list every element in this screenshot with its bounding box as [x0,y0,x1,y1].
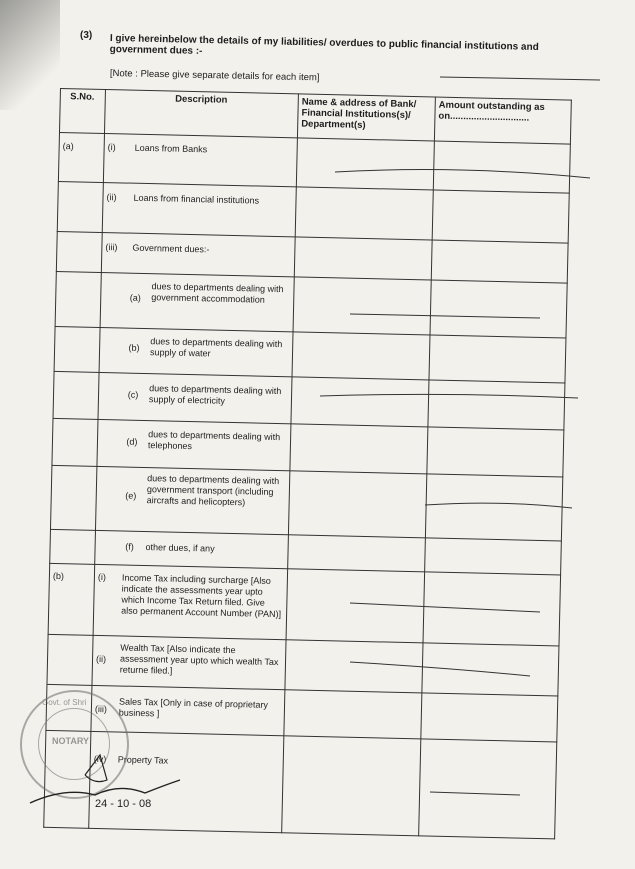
header-bank: Name & address of Bank/ Financial Institutions(s)/ Department(s) [301,96,417,131]
row-description: Property Tax [117,754,169,766]
row-sub: (ii) [106,192,117,203]
row-description: Sales Tax [Only in case of proprietary business ] [118,696,269,719]
row-description: Loans from Banks [134,142,208,155]
col-divider-bank [418,97,436,837]
row-description: Income Tax including surcharge [Also indicate the assessments year upto which Income Tax Return filed. Give also permanent Account Number (PAN)] [121,572,282,620]
row-description: dues to departments dealing with supply of water [149,336,283,359]
row-description: Government dues:- [132,242,210,255]
row-sub: (i) [97,571,107,583]
row-letter: (c) [127,389,139,400]
scan-edge-shadow [0,0,60,110]
row-sub: (ii) [95,653,107,665]
row-letter: (e) [125,490,137,501]
section-note: [Note : Please give separate details for each item] [109,68,320,84]
row-letter: (b) [128,342,140,353]
stamp-ring-text: Govt. of Shri [42,698,87,707]
signature [25,735,185,815]
header-amount: Amount outstanding as on.............................. [438,99,545,124]
header-sno: S.No. [70,91,95,103]
row-sno: (b) [52,570,65,582]
row-description: dues to departments dealing with telephones [147,429,281,452]
row-sno: (a) [62,141,74,152]
row-letter: (f) [125,541,134,552]
row-sub: (iii) [105,242,118,253]
row-description: dues to departments dealing with supply of electricity [148,383,282,406]
section-number: (3) [80,30,93,41]
row-sub: (iv) [93,753,107,765]
row-description: dues to departments dealing with government accommodation [151,281,284,305]
signature-date: 24 - 10 - 08 [95,798,152,810]
row-description: other dues, if any [145,542,215,554]
row-letter: (a) [129,292,141,303]
row-letter: (d) [126,436,138,447]
stamp-center-text: NOTARY [52,736,89,746]
header-description: Description [175,93,228,106]
row-description: Wealth Tax [Also indicate the assessment year upto which wealth Tax returne filed.] [119,642,279,676]
table-border-right [554,100,572,840]
row-description: Loans from financial institutions [133,192,260,206]
row-description: dues to departments dealing with government transport (including aircrafts and helicopters) [146,473,280,508]
row-sub: (i) [107,142,116,153]
section-title: I give hereinbelow the details of my liabilities/ overdues to public financial institutions and government dues :- [109,33,539,57]
row-sub: (iii) [94,703,108,715]
